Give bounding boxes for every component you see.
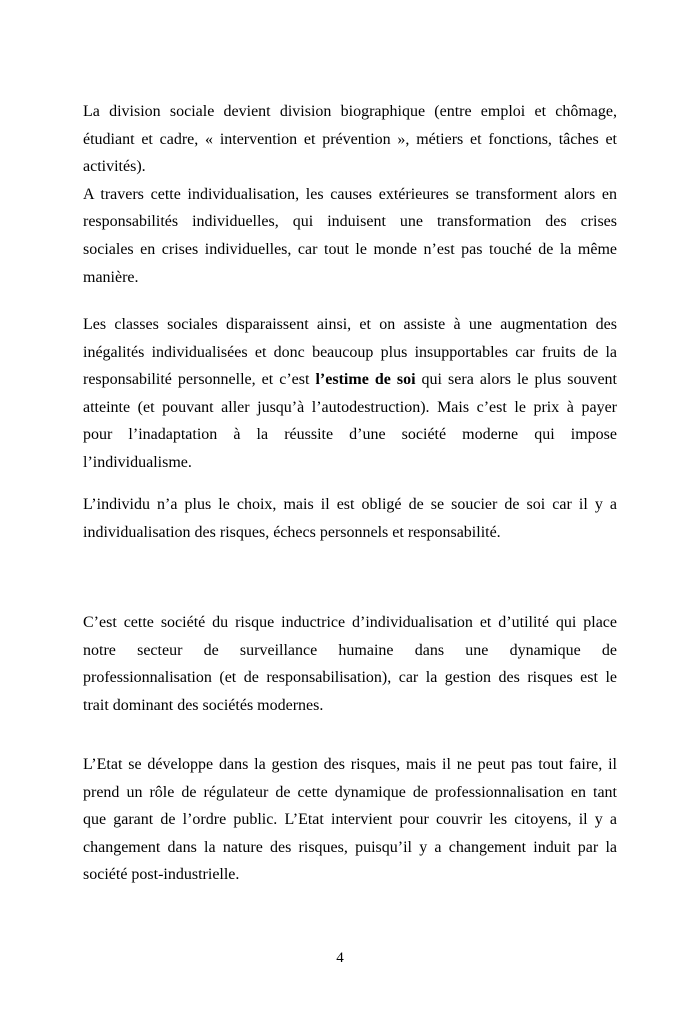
text-line: trait dominant des sociétés modernes. bbox=[83, 696, 324, 714]
text-line: activités). bbox=[83, 158, 146, 176]
text-line: l’individualisme. bbox=[83, 453, 192, 471]
text-line: société post-industrielle. bbox=[83, 866, 240, 884]
page-number: 4 bbox=[336, 950, 344, 966]
text-line: individualisation des risques, échecs personnels et responsabilité. bbox=[83, 523, 501, 541]
text-line: étudiant et cadre, « intervention et prévention », métiers et fonctions, tâches et bbox=[83, 130, 617, 148]
text-line: L’individu n’a plus le choix, mais il est obligé de se soucier de soi car il y a bbox=[83, 496, 617, 513]
text-line: sociales en crises individuelles, car tout le monde n’est pas touché de la même bbox=[83, 240, 617, 258]
text-line: C’est cette société du risque inductrice d’individualisation et d’utilité qui place bbox=[83, 614, 617, 631]
text-line: responsabilités individuelles, qui induisent une transformation des crises bbox=[83, 213, 617, 231]
bold-emphasis: l’estime de soi bbox=[315, 371, 416, 389]
text-line: Les classes sociales disparaissent ainsi, et on assiste à une augmentation des bbox=[83, 316, 617, 333]
text-line: La division sociale devient division biographique (entre emploi et chômage, bbox=[83, 103, 617, 120]
text-line: atteinte (et pouvant aller jusqu’à l’autodestruction). Mais c’est le prix à payer bbox=[83, 398, 617, 416]
text-line: manière. bbox=[83, 268, 139, 286]
text-line: professionnalisation (et de responsabilisation), car la gestion des risques est le bbox=[83, 669, 617, 687]
paragraph-classes-sociales bbox=[83, 311, 617, 477]
text-line: que garant de l’ordre public. L’Etat intervient pour couvrir les citoyens, il y a bbox=[83, 811, 617, 829]
paragraph-etat bbox=[83, 751, 617, 889]
text-line: notre secteur de surveillance humaine dans une dynamique de bbox=[83, 641, 617, 659]
text-line: inégalités individualisées et donc beaucoup plus insupportables car fruits de la bbox=[83, 343, 617, 361]
paragraph-division-sociale bbox=[83, 98, 617, 291]
text-line: L’Etat se développe dans la gestion des risques, mais il ne peut pas tout faire, il bbox=[83, 756, 617, 773]
text-line: prend un rôle de régulateur de cette dynamique de professionnalisation en tant bbox=[83, 783, 617, 801]
paragraph-societe-du-risque bbox=[83, 609, 617, 719]
text-span: responsabilité personnelle, et c’est bbox=[83, 371, 316, 389]
paragraph-individu bbox=[83, 491, 617, 546]
text-line: A travers cette individualisation, les causes extérieures se transforment alors en bbox=[83, 185, 617, 203]
text-line: changement dans la nature des risques, puisqu’il y a changement induit par la bbox=[83, 838, 617, 856]
text-line: pour l’inadaptation à la réussite d’une société moderne qui impose bbox=[83, 426, 617, 444]
text-span: qui sera alors le plus souvent bbox=[415, 371, 618, 389]
text-line-with-emphasis bbox=[83, 366, 617, 394]
